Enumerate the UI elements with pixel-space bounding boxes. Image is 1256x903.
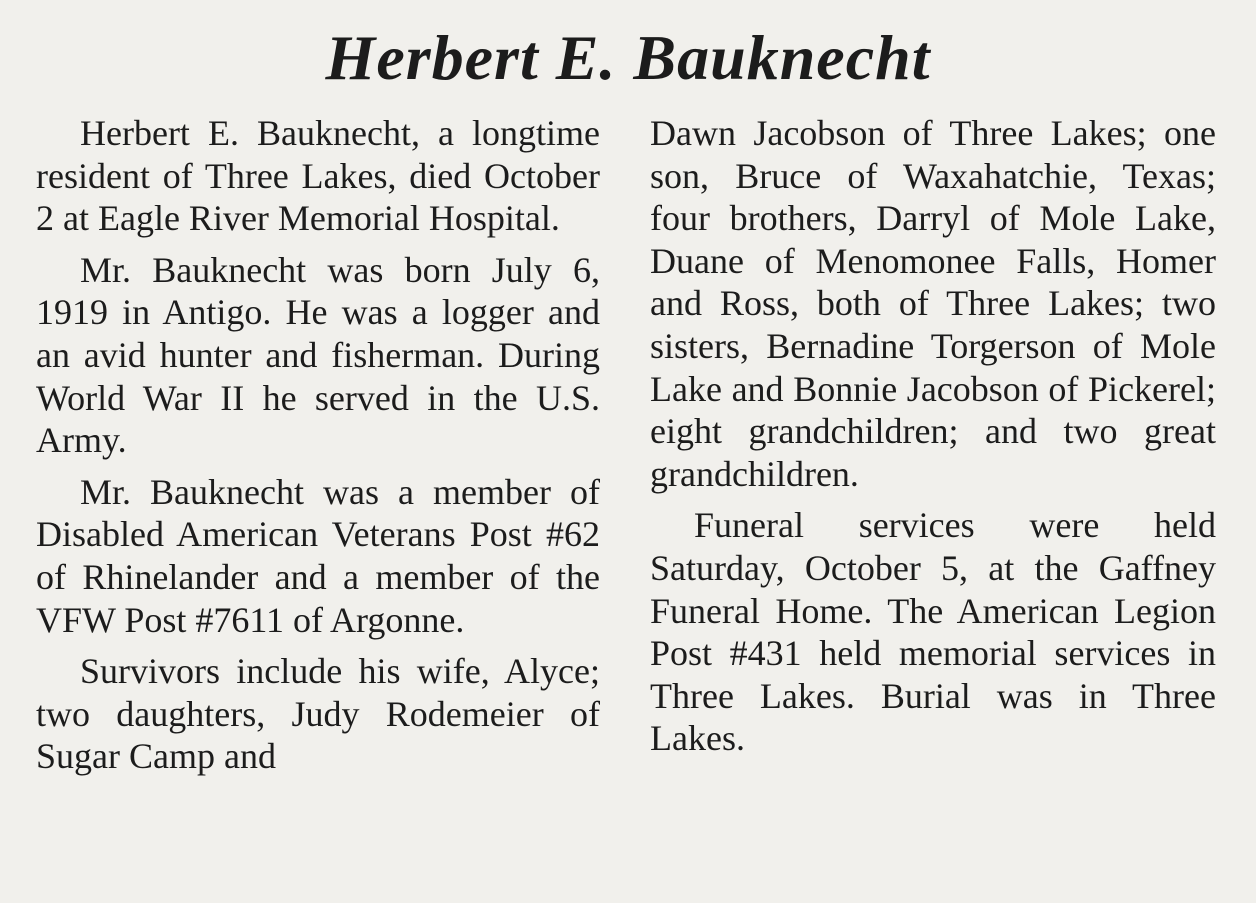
left-column — [36, 112, 600, 778]
paragraph-survivors-continued: Dawn Jacobson of Three Lakes; one son, Bruce of Waxahatchie, Texas; four brothers, Darryl of Mole Lake, Duane of Menomonee Falls, Homer and Ross, both of Three Lakes; two sisters, Bernadine Torgerson of Mole Lake and Bonnie Jacobson of Pickerel; eight grandchildren; and two great grandchildren. — [650, 113, 1216, 494]
right-column — [650, 112, 1216, 760]
paragraph-survivors-start: Survivors include his wife, Alyce; two daughters, Judy Rodemeier of Sugar Camp and — [36, 651, 600, 777]
obituary-headline: Herbert E. Bauknecht — [325, 22, 931, 93]
paragraph-biography: Mr. Bauknecht was born July 6, 1919 in Antigo. He was a logger and an avid hunter and fisherman. During World War II he served in the U.S. Army. — [36, 249, 600, 461]
paragraph-memberships: Mr. Bauknecht was a member of Disabled American Veterans Post #62 of Rhinelander and a member of the VFW Post #7611 of Argonne. — [36, 471, 600, 640]
paragraph-funeral-services: Funeral services were held Saturday, October 5, at the Gaffney Funeral Home. The American Legion Post #431 held memorial services in Three Lakes. Burial was in Three Lakes. — [650, 505, 1216, 759]
paragraph-death-notice: Herbert E. Bauknecht, a longtime resident of Three Lakes, died October 2 at Eagle River Memorial Hospital. — [36, 113, 600, 239]
